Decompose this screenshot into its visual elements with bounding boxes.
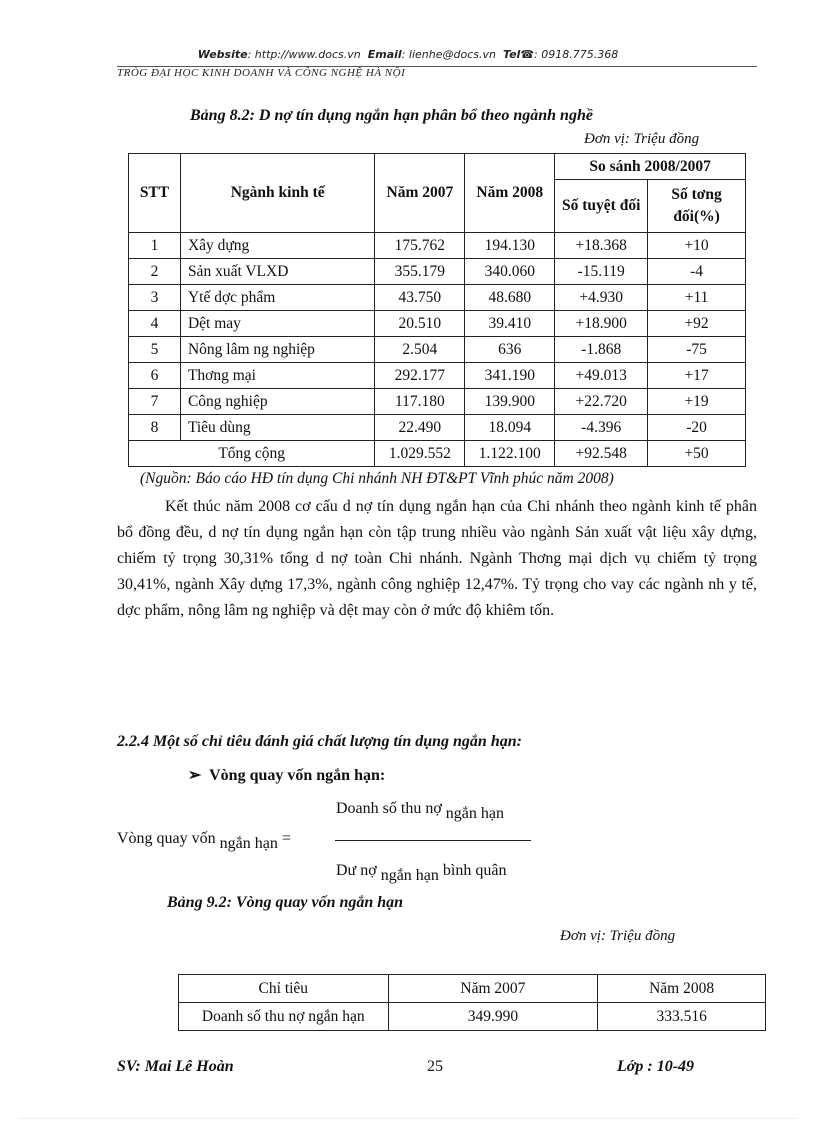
t2-row-2007: 349.990: [388, 1003, 598, 1031]
header-2008: Năm 2008: [465, 154, 555, 233]
lhs-sub: ngắn hạn: [219, 835, 278, 852]
lhs-main: Vòng quay vốn: [117, 830, 216, 847]
denominator-sub: ngắn hạn: [380, 867, 439, 884]
row-absolute: +49.013: [555, 363, 648, 389]
total-label: Tổng cộng: [129, 441, 375, 467]
table-row: [129, 389, 746, 415]
row-sector: Dệt may: [180, 311, 374, 337]
row-sector: Công nghiệp: [180, 389, 374, 415]
footer-student: SV: Mai Lê Hoàn: [117, 1058, 234, 1075]
row-absolute: +18.368: [555, 233, 648, 259]
row-2008: 636: [465, 337, 555, 363]
row-2007: 117.180: [375, 389, 465, 415]
row-absolute: -4.396: [555, 415, 648, 441]
table-row: [129, 311, 746, 337]
table-row: [129, 337, 746, 363]
table-row: [129, 259, 746, 285]
section-heading: 2.2.4 Một số chỉ tiêu đánh giá chất lượng tín dụng ngắn hạn:: [117, 733, 522, 750]
t2-header-indicator: Chỉ tiêu: [179, 975, 389, 1003]
table-row: [129, 363, 746, 389]
table-row: [129, 285, 746, 311]
denominator-main: Dư nợ: [336, 862, 377, 879]
website-label: Website: [197, 48, 248, 61]
row-2007: 20.510: [375, 311, 465, 337]
table1-unit: Đơn vị: Triệu đồng: [584, 131, 700, 147]
row-relative: -75: [648, 337, 746, 363]
table2-caption: Bảng 9.2: Vòng quay vốn ngắn hạn: [167, 894, 404, 911]
footer-class: Lớp : 10-49: [617, 1058, 695, 1075]
row-relative: +92: [648, 311, 746, 337]
row-stt: 8: [129, 415, 181, 441]
table2-unit: Đơn vị: Triệu đồng: [560, 928, 676, 944]
row-relative: +10: [648, 233, 746, 259]
row-stt: 2: [129, 259, 181, 285]
formula-lhs: [117, 830, 291, 852]
row-2007: 22.490: [375, 415, 465, 441]
header-sector: Ngành kinh tế: [180, 154, 374, 233]
email-value: : lienhe@docs.vn: [401, 48, 496, 61]
row-absolute: +18.900: [555, 311, 648, 337]
header-compare: So sánh 2008/2007: [555, 154, 746, 180]
arrow-bullet-icon: ➢: [188, 767, 202, 784]
row-stt: 4: [129, 311, 181, 337]
total-absolute: +92.548: [555, 441, 648, 467]
row-stt: 7: [129, 389, 181, 415]
row-absolute: -1.868: [555, 337, 648, 363]
row-stt: 1: [129, 233, 181, 259]
row-2007: 292.177: [375, 363, 465, 389]
bullet-item: [188, 765, 385, 785]
header-relative: Số tơng đối(%): [648, 180, 746, 233]
t2-header-2008: Năm 2008: [598, 975, 766, 1003]
tel-label: Tel: [502, 48, 521, 61]
row-sector: Tiêu dùng: [180, 415, 374, 441]
table1-source: (Nguồn: Báo cáo HĐ tín dụng Chi nhánh NH ĐT&PT Vĩnh phúc năm 2008): [140, 470, 614, 487]
row-relative: -20: [648, 415, 746, 441]
sector-credit-table: [128, 153, 746, 467]
row-absolute: -15.119: [555, 259, 648, 285]
row-2007: 43.750: [375, 285, 465, 311]
row-stt: 5: [129, 337, 181, 363]
table-row: [129, 233, 746, 259]
row-2007: 2.504: [375, 337, 465, 363]
table-row: [129, 415, 746, 441]
row-2007: 355.179: [375, 259, 465, 285]
t2-row-label: Doanh số thu nợ ngắn hạn: [179, 1003, 389, 1031]
row-2008: 18.094: [465, 415, 555, 441]
row-sector: Thơng mại: [180, 363, 374, 389]
row-sector: Xây dựng: [180, 233, 374, 259]
row-2007: 175.762: [375, 233, 465, 259]
row-relative: +11: [648, 285, 746, 311]
header-stt: STT: [129, 154, 181, 233]
bullet-text: Vòng quay vốn ngắn hạn:: [209, 767, 386, 784]
total-relative: +50: [648, 441, 746, 467]
row-stt: 6: [129, 363, 181, 389]
row-2008: 39.410: [465, 311, 555, 337]
equals-sign: =: [281, 830, 291, 847]
row-absolute: +4.930: [555, 285, 648, 311]
row-relative: -4: [648, 259, 746, 285]
row-relative: +19: [648, 389, 746, 415]
page-header-contact: [0, 48, 816, 61]
header-2007: Năm 2007: [375, 154, 465, 233]
row-sector: Sản xuất VLXD: [180, 259, 374, 285]
denominator-tail: bình quân: [442, 862, 507, 879]
row-2008: 340.060: [465, 259, 555, 285]
row-relative: +17: [648, 363, 746, 389]
total-2008: 1.122.100: [465, 441, 555, 467]
row-2008: 48.680: [465, 285, 555, 311]
email-label: Email: [367, 48, 402, 61]
t2-header-2007: Năm 2007: [388, 975, 598, 1003]
school-name: TRÒG ĐẠI HỌC KINH DOANH VÀ CÔNG NGHỆ HÀ NỘI: [117, 67, 406, 79]
row-2008: 341.190: [465, 363, 555, 389]
tel-value: ☎: 0918.775.368: [520, 48, 619, 61]
header-absolute: Số tuyệt đối: [555, 180, 648, 233]
analysis-paragraph: Kết thúc năm 2008 cơ cấu d nợ tín dụng ngắn hạn của Chi nhánh theo ngành kinh tế phân bổ đồng đều, d nợ tín dụng ngắn hạn còn tập trung nhiều vào ngành Sản xuất vật liệu xây dựng, chiếm tỷ trọng 30,31% tổng d nợ toàn Chi nhánh. Ngành Thơng mại dịch vụ chiếm tỷ trọng 30,41%, ngành Xây dựng 17,3%, ngành công nghiệp 12,47%. Tỷ trọng cho vay các ngành nh y tế, dợc phẩm, nông lâm ng nghiệp và dệt may còn ở mức độ khiêm tốn.: [117, 498, 757, 619]
row-sector: Nông lâm ng nghiệp: [180, 337, 374, 363]
formula-numerator: [336, 800, 504, 822]
row-2008: 139.900: [465, 389, 555, 415]
numerator-main: Doanh số thu nợ: [336, 800, 442, 817]
row-2008: 194.130: [465, 233, 555, 259]
turnover-table: [178, 974, 766, 1031]
formula-denominator: [336, 862, 507, 884]
page-bottom-border: [20, 1118, 796, 1119]
table1-caption: Bảng 8.2: D nợ tín dụng ngắn hạn phân bổ theo ngành nghề: [190, 107, 593, 124]
total-2007: 1.029.552: [375, 441, 465, 467]
fraction-line: [335, 840, 531, 841]
website-value: : http://www.docs.vn: [247, 48, 361, 61]
page-number: 25: [427, 1058, 443, 1075]
numerator-sub: ngắn hạn: [445, 805, 504, 822]
row-sector: Ytế dợc phẩm: [180, 285, 374, 311]
t2-row-2008: 333.516: [598, 1003, 766, 1031]
total-row: [129, 441, 746, 467]
row-absolute: +22.720: [555, 389, 648, 415]
table-row: [179, 1003, 766, 1031]
row-stt: 3: [129, 285, 181, 311]
